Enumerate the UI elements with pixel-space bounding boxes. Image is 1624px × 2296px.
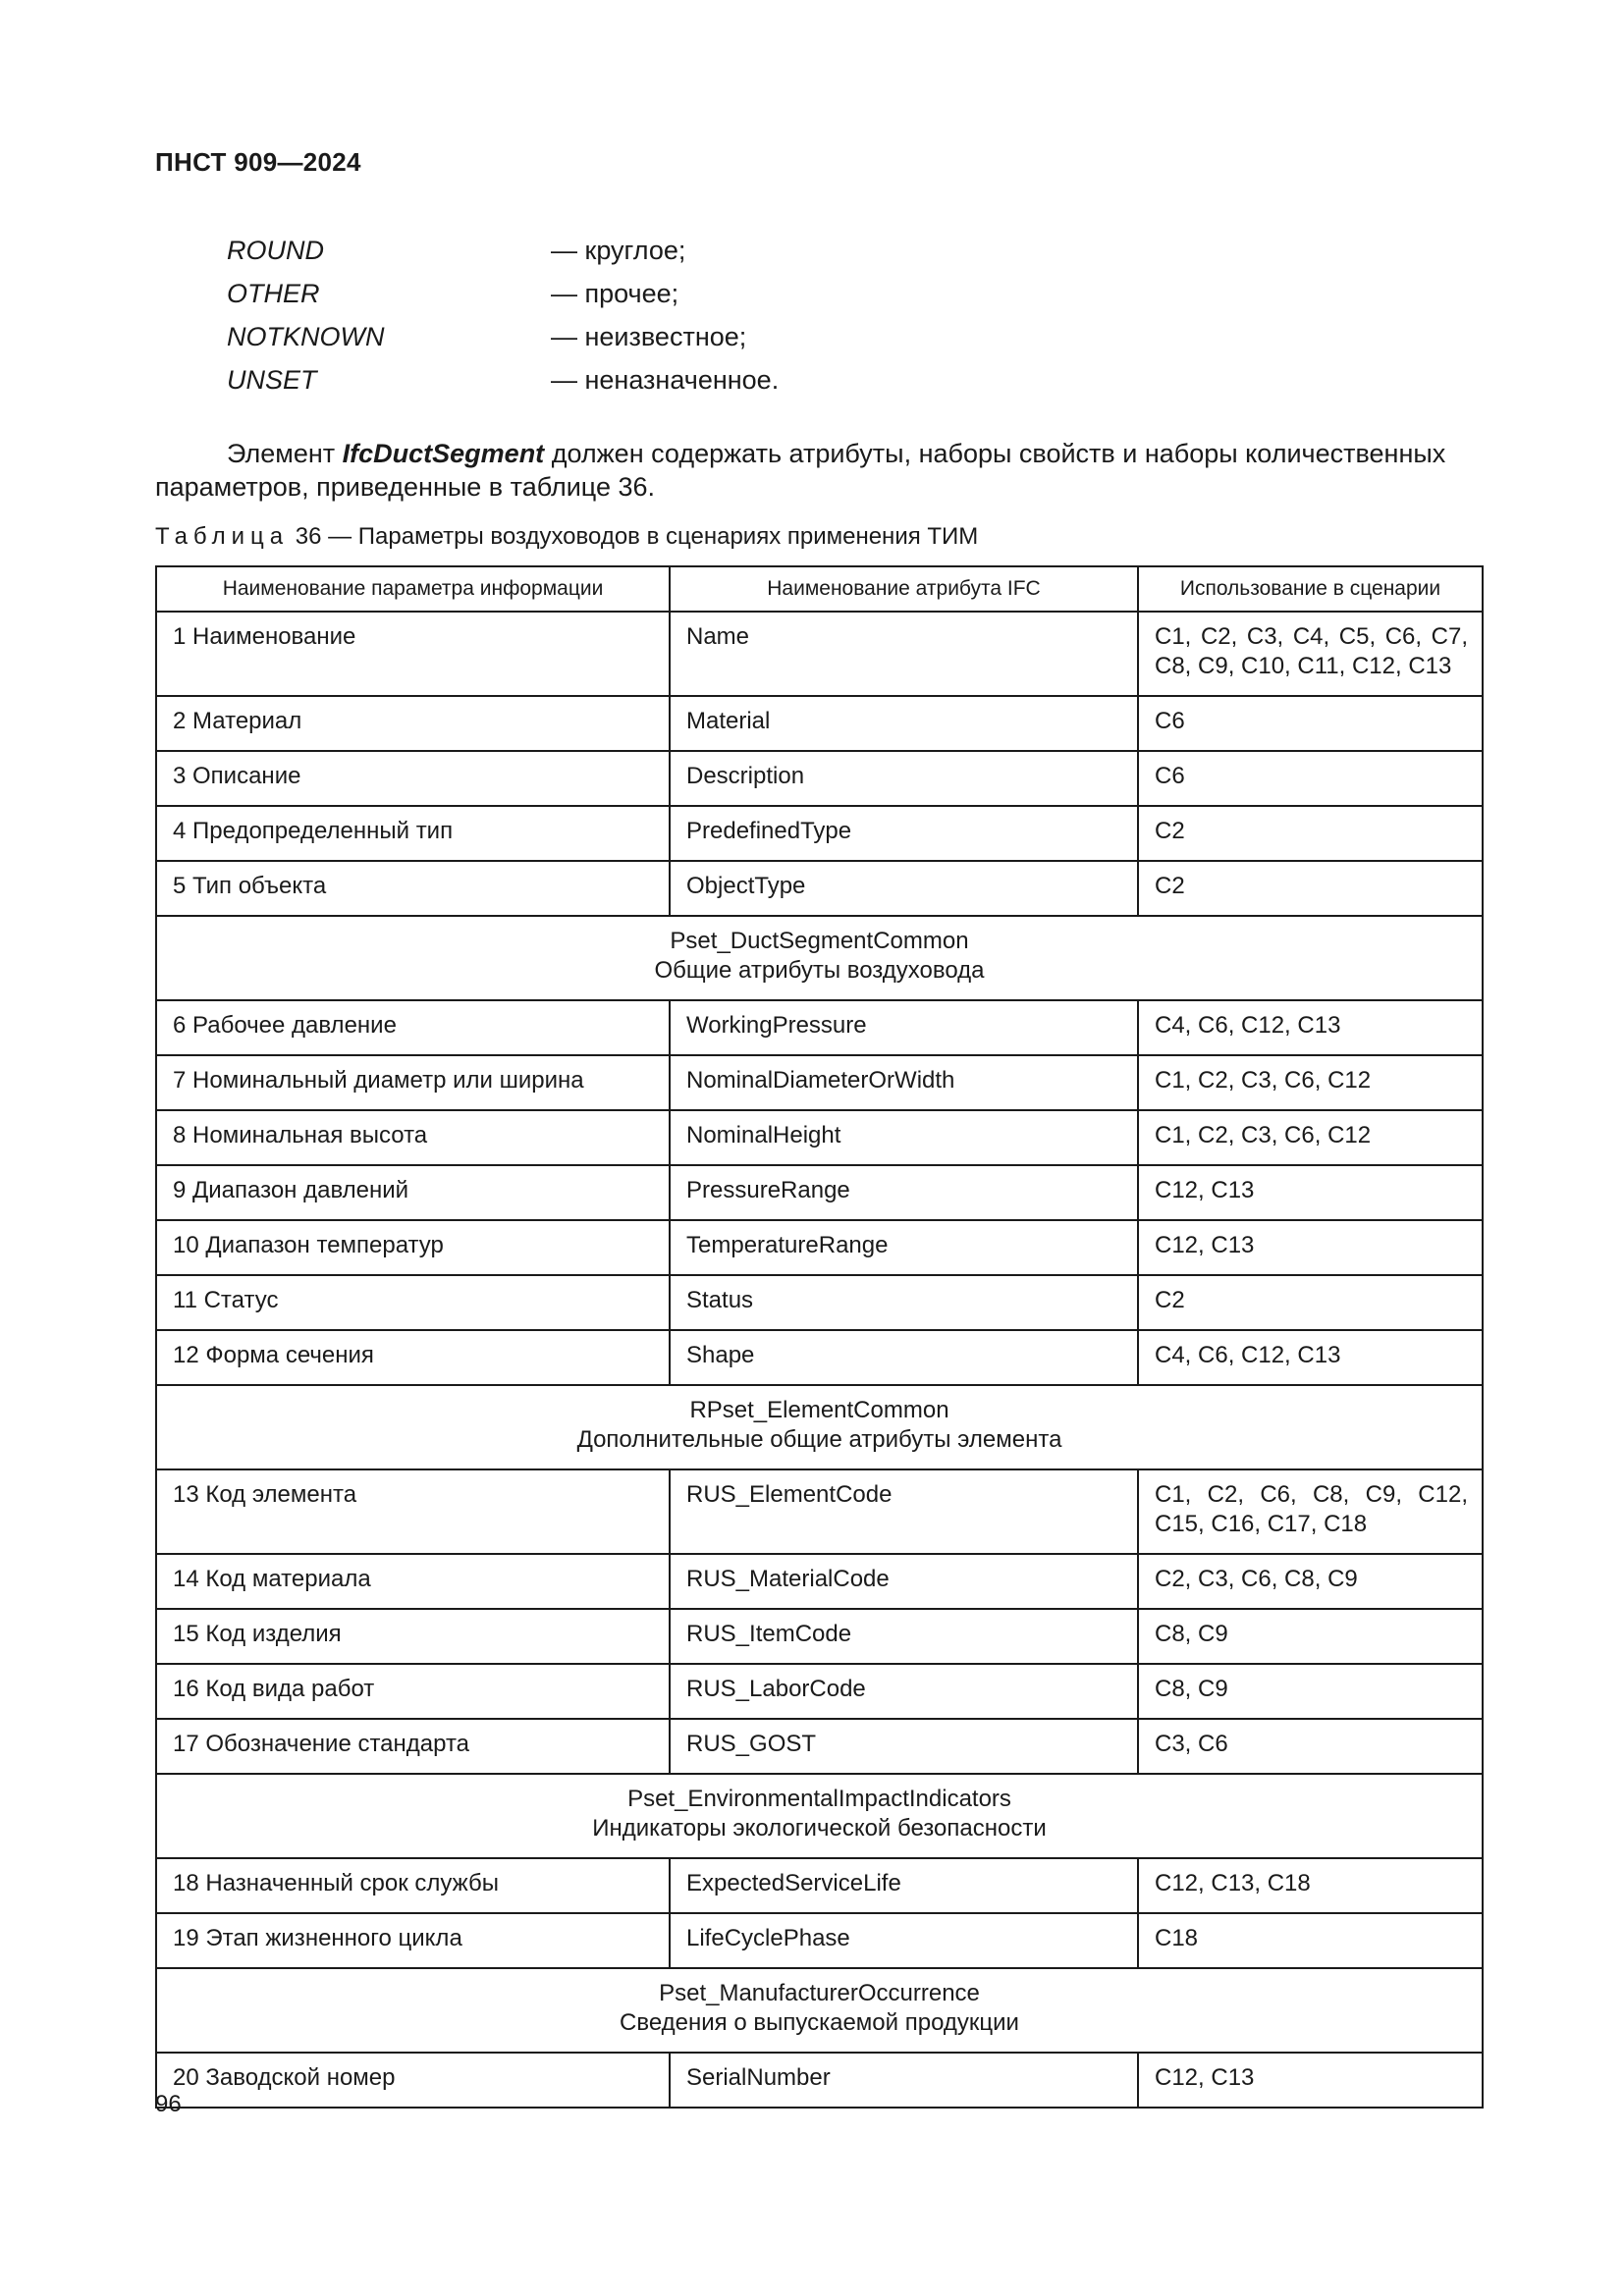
usage-cell: C2: [1138, 806, 1483, 861]
attr-cell: RUS_LaborCode: [670, 1664, 1138, 1719]
enum-code: NOTKNOWN: [227, 322, 385, 351]
element-name: IfcDuctSegment: [342, 439, 545, 468]
section-desc: Сведения о выпускаемой продукции: [620, 2009, 1019, 2036]
usage-cell: C2, C3, C6, C8, C9: [1138, 1554, 1483, 1609]
attr-cell: Name: [670, 612, 1138, 696]
document-header: ПНСТ 909—2024: [155, 147, 361, 177]
param-cell: 9 Диапазон давлений: [156, 1165, 670, 1220]
param-cell: 19 Этап жизненного цикла: [156, 1913, 670, 1968]
table-row: [156, 1858, 1483, 1913]
param-cell: 18 Назначенный срок службы: [156, 1858, 670, 1913]
paragraph-post: должен содержать атрибуты, наборы свойств и наборы количественных параметров, приведенные в таблице 36.: [155, 439, 1446, 502]
usage-cell: C2: [1138, 1275, 1483, 1330]
body-paragraph: [155, 437, 1481, 504]
parameters-table: [155, 565, 1484, 2109]
table-row: [156, 1110, 1483, 1165]
header-usage: Использование в сценарии: [1138, 566, 1483, 612]
table-row: [156, 1165, 1483, 1220]
param-cell: 1 Наименование: [156, 612, 670, 696]
param-cell: 13 Код элемента: [156, 1469, 670, 1554]
param-cell: 5 Тип объекта: [156, 861, 670, 916]
table-row: [156, 1275, 1483, 1330]
param-cell: 16 Код вида работ: [156, 1664, 670, 1719]
enum-code: ROUND: [227, 236, 324, 265]
usage-cell: C1, C2, C6, C8, C9, C12, C15, C16, C17, C18: [1138, 1469, 1483, 1554]
usage-cell: C4, C6, C12, C13: [1138, 1000, 1483, 1055]
caption-label: Таблица: [155, 523, 290, 550]
param-cell: 15 Код изделия: [156, 1609, 670, 1664]
usage-cell: C1, C2, C3, C4, C5, C6, C7, C8, C9, C10, C11, C12, C13: [1138, 612, 1483, 696]
paragraph-pre: Элемент: [227, 439, 343, 468]
param-cell: 6 Рабочее давление: [156, 1000, 670, 1055]
usage-cell: C12, C13: [1138, 2053, 1483, 2108]
section-title: Pset_DuctSegmentCommon: [670, 928, 969, 954]
attr-cell: RUS_MaterialCode: [670, 1554, 1138, 1609]
table-row: [156, 1554, 1483, 1609]
attr-cell: Status: [670, 1275, 1138, 1330]
usage-cell: C18: [1138, 1913, 1483, 1968]
section-cell: [156, 1385, 1483, 1469]
table-caption: [155, 523, 978, 551]
usage-cell: C6: [1138, 696, 1483, 751]
usage-cell: C4, C6, C12, C13: [1138, 1330, 1483, 1385]
section-cell: [156, 1774, 1483, 1858]
param-cell: 4 Предопределенный тип: [156, 806, 670, 861]
attr-cell: LifeCyclePhase: [670, 1913, 1138, 1968]
param-cell: 17 Обозначение стандарта: [156, 1719, 670, 1774]
attr-cell: TemperatureRange: [670, 1220, 1138, 1275]
attr-cell: PredefinedType: [670, 806, 1138, 861]
section-cell: [156, 1968, 1483, 2053]
attr-cell: Material: [670, 696, 1138, 751]
table-row: [156, 1330, 1483, 1385]
enum-code: UNSET: [227, 365, 317, 395]
section-row: [156, 916, 1483, 1000]
attr-cell: WorkingPressure: [670, 1000, 1138, 1055]
usage-cell: C1, C2, C3, C6, C12: [1138, 1055, 1483, 1110]
param-cell: 3 Описание: [156, 751, 670, 806]
attr-cell: SerialNumber: [670, 2053, 1138, 2108]
section-row: [156, 1385, 1483, 1469]
table-row: [156, 1913, 1483, 1968]
table-row: [156, 806, 1483, 861]
usage-cell: C8, C9: [1138, 1664, 1483, 1719]
param-cell: 20 Заводской номер: [156, 2053, 670, 2108]
section-desc: Общие атрибуты воздуховода: [654, 957, 985, 984]
attr-cell: RUS_ItemCode: [670, 1609, 1138, 1664]
table-row: [156, 1055, 1483, 1110]
usage-cell: C6: [1138, 751, 1483, 806]
enum-desc: — прочее;: [551, 279, 679, 308]
attr-cell: Shape: [670, 1330, 1138, 1385]
table-row: [156, 1000, 1483, 1055]
param-cell: 8 Номинальная высота: [156, 1110, 670, 1165]
attr-cell: ObjectType: [670, 861, 1138, 916]
table-row: [156, 1469, 1483, 1554]
param-cell: 10 Диапазон температур: [156, 1220, 670, 1275]
param-cell: 14 Код материала: [156, 1554, 670, 1609]
section-cell: [156, 916, 1483, 1000]
table-row: [156, 612, 1483, 696]
section-desc: Дополнительные общие атрибуты элемента: [576, 1426, 1062, 1453]
table-row: [156, 861, 1483, 916]
header-attr: Наименование атрибута IFC: [670, 566, 1138, 612]
table-row: [156, 696, 1483, 751]
param-cell: 7 Номинальный диаметр или ширина: [156, 1055, 670, 1110]
attr-cell: PressureRange: [670, 1165, 1138, 1220]
attr-cell: ExpectedServiceLife: [670, 1858, 1138, 1913]
table-row: [156, 1609, 1483, 1664]
caption-text: 36 — Параметры воздуховодов в сценариях применения ТИМ: [289, 523, 979, 550]
table-row: [156, 751, 1483, 806]
section-title: RPset_ElementCommon: [689, 1397, 949, 1423]
table-row: [156, 2053, 1483, 2108]
usage-cell: C12, C13: [1138, 1165, 1483, 1220]
enum-code: OTHER: [227, 279, 320, 308]
param-cell: 2 Материал: [156, 696, 670, 751]
attr-cell: RUS_GOST: [670, 1719, 1138, 1774]
attr-cell: Description: [670, 751, 1138, 806]
attr-cell: NominalDiameterOrWidth: [670, 1055, 1138, 1110]
param-cell: 11 Статус: [156, 1275, 670, 1330]
usage-cell: C8, C9: [1138, 1609, 1483, 1664]
table-header-row: [156, 566, 1483, 612]
enum-desc: — неизвестное;: [551, 322, 747, 351]
usage-cell: C3, C6: [1138, 1719, 1483, 1774]
attr-cell: RUS_ElementCode: [670, 1469, 1138, 1554]
usage-cell: C12, C13, C18: [1138, 1858, 1483, 1913]
section-row: [156, 1968, 1483, 2053]
section-row: [156, 1774, 1483, 1858]
table-row: [156, 1220, 1483, 1275]
enum-desc: — круглое;: [551, 236, 686, 265]
section-title: Pset_EnvironmentalImpactIndicators: [627, 1786, 1011, 1812]
enum-desc: — неназначенное.: [551, 365, 780, 395]
param-cell: 12 Форма сечения: [156, 1330, 670, 1385]
page-number: 96: [155, 2091, 182, 2117]
table-row: [156, 1664, 1483, 1719]
usage-cell: C1, C2, C3, C6, C12: [1138, 1110, 1483, 1165]
table-row: [156, 1719, 1483, 1774]
section-desc: Индикаторы экологической безопасности: [592, 1815, 1047, 1842]
usage-cell: C2: [1138, 861, 1483, 916]
usage-cell: C12, C13: [1138, 1220, 1483, 1275]
header-param: Наименование параметра информации: [156, 566, 670, 612]
section-title: Pset_ManufacturerOccurrence: [659, 1980, 980, 2006]
attr-cell: NominalHeight: [670, 1110, 1138, 1165]
